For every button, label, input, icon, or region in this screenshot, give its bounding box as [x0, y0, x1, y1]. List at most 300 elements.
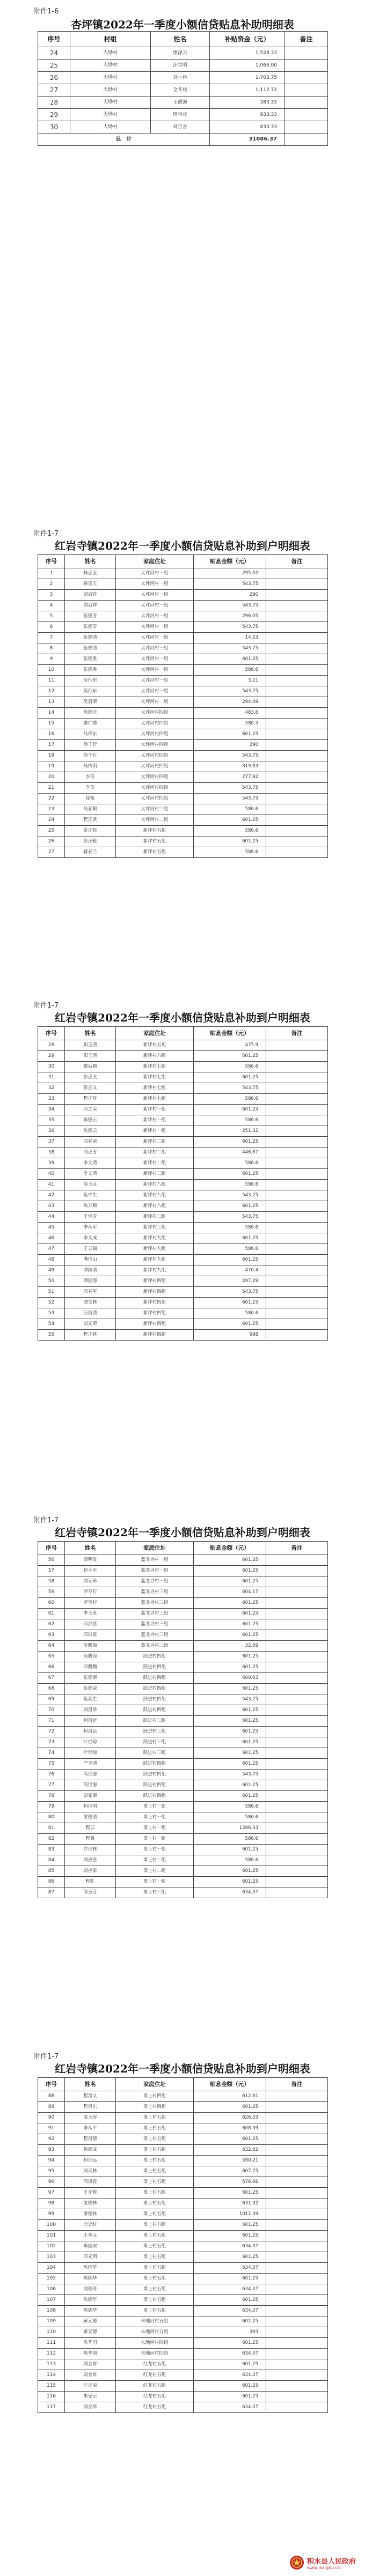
table-row: [38, 2113, 328, 2123]
col2-cell: 陈德庆: [65, 708, 116, 719]
amount-cell: 296.05: [194, 611, 266, 622]
note-cell: [266, 2241, 328, 2252]
seq-cell: 36: [38, 1126, 65, 1137]
amount-cell: 601.25: [194, 1877, 266, 1887]
col2-cell: 王光辉: [65, 2188, 116, 2199]
seq-cell: 50: [38, 1276, 65, 1287]
col3-cell: 刘吉香: [151, 121, 210, 134]
table-row: [38, 751, 328, 761]
amount-cell: 634.37: [194, 2402, 266, 2413]
col2-cell: 大坳村: [70, 72, 151, 84]
seq-cell: 15: [38, 719, 65, 729]
seq-cell: 98: [38, 2199, 65, 2209]
amount-cell: 1286.33: [194, 1823, 266, 1834]
seq-cell: 41: [38, 1180, 65, 1190]
col2-cell: 梁德清: [65, 1812, 116, 1823]
note-cell: [266, 611, 328, 622]
col2-cell: 李芳: [65, 772, 116, 783]
table-row: [38, 783, 328, 794]
col2-cell: 彭正文: [65, 1072, 116, 1083]
amount-cell: 319.83: [194, 761, 266, 772]
col3-cell: 太坪河村一组: [116, 676, 194, 686]
col3-cell: 太坪河村一组: [116, 697, 194, 708]
col3-cell: 事上村三组: [116, 1887, 194, 1898]
subsidy-table: [38, 554, 328, 858]
note-cell: [266, 2209, 328, 2220]
subsidy-table: [38, 2077, 328, 2413]
col3-cell: 太坪河村一组: [116, 579, 194, 590]
seq-cell: 16: [38, 729, 65, 740]
seq-cell: 25: [38, 60, 70, 72]
seq-cell: 95: [38, 2166, 65, 2177]
seq-cell: 13: [38, 697, 65, 708]
col3-cell: 太坪河村二组: [116, 804, 194, 815]
section-hongyansi-page4: [0, 2048, 365, 2424]
col3-cell: 新坪村三组: [116, 1212, 194, 1223]
col2-cell: 马传明: [65, 761, 116, 772]
note-cell: [266, 665, 328, 676]
table-row: [38, 1727, 328, 1737]
amount-cell: 586.6: [194, 1855, 266, 1866]
table-row: [38, 1094, 328, 1105]
seq-cell: 23: [38, 804, 65, 815]
seq-cell: 60: [38, 1598, 65, 1609]
seq-cell: 51: [38, 1287, 65, 1298]
col3-cell: 事上村二组: [116, 1866, 194, 1877]
col2-cell: 陈国华: [65, 2274, 116, 2284]
col3-cell: 跃进村四组: [116, 1759, 194, 1770]
col2-cell: 谭明发: [65, 1555, 116, 1566]
col3-cell: 康泽云: [151, 47, 210, 60]
col2-cell: 刘应富: [65, 1855, 116, 1866]
note-cell: [266, 1662, 328, 1673]
note-cell: [266, 2306, 328, 2316]
table-row: [38, 1201, 328, 1212]
col2-cell: 邓洪富: [65, 1630, 116, 1641]
col2-cell: 陈国华: [65, 2263, 116, 2274]
seq-cell: 37: [38, 1137, 65, 1148]
amount-cell: 634.37: [194, 2284, 266, 2295]
amount-cell: 586.6: [194, 1834, 266, 1845]
table-row: [38, 2091, 328, 2102]
col2-cell: 大坳村: [70, 121, 151, 134]
table-row: [38, 1684, 328, 1694]
header-row: [38, 555, 328, 568]
col3-cell: 太坪河村二组: [116, 815, 194, 826]
seq-cell: 46: [38, 1233, 65, 1244]
amount-cell: 586.6: [194, 1802, 266, 1812]
seq-cell: 33: [38, 1094, 65, 1105]
seq-cell: 80: [38, 1812, 65, 1823]
header-cell: 贴息金额（元）: [194, 1027, 266, 1040]
col2-cell: 程正祥: [65, 1094, 116, 1105]
amount-cell: 601.25: [194, 1727, 266, 1737]
note-cell: [266, 654, 328, 665]
col2-cell: 刘家荣: [65, 1791, 116, 1802]
note-cell: [266, 2316, 328, 2327]
table-row: [38, 2370, 328, 2381]
col2-cell: 满世山: [65, 1255, 116, 1265]
amount-cell: 601.25: [194, 2188, 266, 2199]
note-cell: [266, 1062, 328, 1072]
col2-cell: 程昌东: [65, 2102, 116, 2113]
col3-cell: 事上村五组: [116, 2295, 194, 2306]
header-row: [38, 1542, 328, 1555]
table-title: 红岩寺镇2022年一季度小额信贷贴息补助到户明细表: [55, 2062, 310, 2075]
note-cell: [266, 1298, 328, 1308]
col2-cell: 高世源: [65, 1770, 116, 1780]
col2-cell: 黄元德: [65, 2327, 116, 2338]
note-cell: [266, 2392, 328, 2402]
seq-cell: 117: [38, 2402, 65, 2413]
amount-cell: 586.6: [194, 1244, 266, 1255]
subsidy-table: [38, 1541, 328, 1898]
amount-cell: 634.37: [194, 1887, 266, 1898]
header-cell: 家庭住址: [116, 2078, 194, 2091]
table-row: [38, 1694, 328, 1705]
seq-cell: 38: [38, 1148, 65, 1158]
note-cell: [266, 2284, 328, 2295]
seq-cell: 114: [38, 2370, 65, 2381]
note-cell: [266, 1737, 328, 1748]
col2-cell: 吴行东: [65, 686, 116, 697]
header-cell: 序号: [38, 1542, 65, 1555]
note-cell: [266, 1040, 328, 1051]
header-cell: 姓名: [151, 32, 210, 47]
seq-cell: 66: [38, 1662, 65, 1673]
note-cell: [266, 1780, 328, 1791]
seq-cell: 4: [38, 601, 65, 611]
col3-cell: 太坪河村一组: [116, 633, 194, 643]
note-cell: [266, 1083, 328, 1094]
col3-cell: 太坪河村四组: [116, 772, 194, 783]
seq-cell: 79: [38, 1802, 65, 1812]
table-row: [38, 1255, 328, 1265]
note-cell: [266, 837, 328, 847]
seq-cell: 22: [38, 794, 65, 804]
col3-cell: 新坪村五组: [116, 1040, 194, 1051]
amount-cell: 601.25: [194, 1566, 266, 1576]
col2-cell: 邓春军: [65, 1287, 116, 1298]
subsidy-table: [38, 31, 328, 146]
seq-cell: 29: [38, 1051, 65, 1062]
col2-cell: 王世芳: [65, 1212, 116, 1223]
table-row: [38, 2306, 328, 2316]
note-cell: [266, 1770, 328, 1780]
table-row: [38, 1148, 328, 1158]
col3-cell: 红龙村五组: [116, 2392, 194, 2402]
table-row: [38, 2123, 328, 2134]
total-note: [285, 134, 328, 146]
note-cell: [266, 1630, 328, 1641]
seq-cell: 62: [38, 1619, 65, 1630]
table-row: [38, 1566, 328, 1576]
seq-cell: 106: [38, 2284, 65, 2295]
table-row: [38, 1137, 328, 1148]
note-cell: [266, 1265, 328, 1276]
amount-cell: 14.53: [194, 633, 266, 643]
amount-cell: 601.25: [194, 1652, 266, 1662]
section-hongyansi-page3: [0, 1512, 365, 1898]
note-cell: [266, 1094, 328, 1105]
amount-cell: 601.25: [194, 1072, 266, 1083]
amount-cell: 634.37: [194, 2241, 266, 2252]
col3-cell: 刘小林: [151, 72, 210, 84]
col2-cell: 刘德奇: [65, 2284, 116, 2295]
seq-cell: 76: [38, 1770, 65, 1780]
col2-cell: 阳玉清: [65, 1040, 116, 1051]
amount-cell: 634.37: [194, 2370, 266, 2381]
note-cell: [266, 2349, 328, 2359]
table-row: [38, 2177, 328, 2188]
col3-cell: 蓝龙寺村三组: [116, 1598, 194, 1609]
col3-cell: 新坪村八组: [116, 1180, 194, 1190]
seq-cell: 25: [38, 826, 65, 837]
amount-cell: 601.25: [194, 1684, 266, 1694]
seq-cell: 19: [38, 761, 65, 772]
amount-cell: 601.25: [194, 1255, 266, 1265]
col2-cell: 程扎: [65, 1877, 116, 1887]
col3-cell: 汪堂明: [151, 60, 210, 72]
col3-cell: 太坪河村一组: [116, 665, 194, 676]
note-cell: [266, 1190, 328, 1201]
col3-cell: 蓝龙寺村一组: [116, 1555, 194, 1566]
col2-cell: 程昌文: [65, 2091, 116, 2102]
col3-cell: 新坪村七组: [116, 1094, 194, 1105]
col3-cell: 太坪河村一组: [116, 643, 194, 654]
col3-cell: 事上村五组: [116, 2220, 194, 2231]
header-cell: 备注: [266, 555, 328, 568]
col3-cell: 太坪河村四组: [116, 794, 194, 804]
amount-cell: 634.37: [194, 2263, 266, 2274]
note-cell: [266, 1576, 328, 1587]
note-cell: [266, 1233, 328, 1244]
seq-cell: 85: [38, 1866, 65, 1877]
col2-cell: 刘元珍: [65, 1576, 116, 1587]
amount-cell: 601.25: [194, 1319, 266, 1330]
amount-cell: 601.25: [194, 2316, 266, 2327]
col2-cell: 叶世琼: [65, 1737, 116, 1748]
seq-cell: 83: [38, 1845, 65, 1855]
note-cell: [266, 815, 328, 826]
table-row: [38, 1051, 328, 1062]
table-row: [38, 2134, 328, 2145]
col3-cell: 唐吉祥: [151, 109, 210, 121]
amount-cell: 393: [194, 2327, 266, 2338]
table-row: [38, 1748, 328, 1759]
note-cell: [266, 783, 328, 794]
table-row: [38, 2349, 328, 2359]
table-row: [38, 2263, 328, 2274]
col2-cell: 陈德云: [65, 1126, 116, 1137]
table-row: [38, 2316, 328, 2327]
col3-cell: 新坪村五组: [116, 847, 194, 858]
seq-cell: 93: [38, 2145, 65, 2156]
seq-cell: 49: [38, 1265, 65, 1276]
amount-cell: 601.25: [194, 1759, 266, 1770]
seq-cell: 61: [38, 1609, 65, 1619]
header-row: [38, 1027, 328, 1040]
table-row: [38, 1040, 328, 1051]
note-cell: [266, 1308, 328, 1319]
table-row: [38, 2338, 328, 2349]
col3-cell: 新坪村四组: [116, 1308, 194, 1319]
amount-cell: 251.32: [194, 1126, 266, 1137]
col3-cell: 新坪村三组: [116, 1223, 194, 1233]
col3-cell: 新坪村七组: [116, 1072, 194, 1083]
header-cell: 姓名: [65, 1542, 116, 1555]
seq-cell: 12: [38, 686, 65, 697]
col2-cell: 伍德清: [65, 633, 116, 643]
amount-cell: 3.21: [194, 676, 266, 686]
amount-cell: 604.17: [194, 1587, 266, 1598]
amount-cell: 586.6: [194, 804, 266, 815]
note-cell: [266, 1212, 328, 1223]
appendix-label: 附件1-7: [33, 1002, 59, 1010]
col2-cell: 刘启祥: [65, 590, 116, 601]
col3-cell: 事上村五组: [116, 2156, 194, 2166]
note-cell: [266, 1148, 328, 1158]
note-cell: [285, 97, 328, 109]
table-row: [38, 1212, 328, 1223]
col3-cell: 跃进村三组: [116, 1748, 194, 1759]
note-cell: [266, 1694, 328, 1705]
amount-cell: 1,066.00: [210, 60, 285, 72]
table-row: [38, 815, 328, 826]
amount-cell: 601.25: [194, 1845, 266, 1855]
col2-cell: 叶世琼: [65, 1748, 116, 1759]
header-cell: 备注: [266, 1542, 328, 1555]
col2-cell: 朱家云: [65, 2392, 116, 2402]
col3-cell: 跃进村三组: [116, 1716, 194, 1727]
amount-cell: 586.6: [194, 1158, 266, 1169]
col2-cell: 徐千行: [65, 751, 116, 761]
table-row: [38, 837, 328, 847]
table-row: [38, 1887, 328, 1898]
seq-cell: 100: [38, 2220, 65, 2231]
seq-cell: 59: [38, 1587, 65, 1598]
amount-cell: 601.25: [194, 2252, 266, 2263]
col2-cell: 李文清: [65, 1158, 116, 1169]
table-row: [38, 1823, 328, 1834]
seq-cell: 112: [38, 2349, 65, 2359]
col2-cell: 刘启祥: [65, 601, 116, 611]
amount-cell: 576.66: [194, 2177, 266, 2188]
amount-cell: 601.25: [194, 1555, 266, 1566]
header-cell: 姓名: [65, 2078, 116, 2091]
amount-cell: 634.37: [194, 2306, 266, 2316]
col2-cell: 罗亨行: [65, 1598, 116, 1609]
table-row: [38, 568, 328, 579]
seq-cell: 55: [38, 1330, 65, 1341]
amount-cell: 601.25: [194, 1716, 266, 1727]
amount-cell: 601.25: [194, 1705, 266, 1716]
table-row: [38, 1083, 328, 1094]
note-cell: [266, 1180, 328, 1190]
table-row: [38, 1662, 328, 1673]
col3-cell: 红龙村五组: [116, 2370, 194, 2381]
seq-cell: 113: [38, 2359, 65, 2370]
col2-cell: 伍德荣: [65, 1673, 116, 1684]
amount-cell: 612.61: [194, 2091, 266, 2102]
note-cell: [266, 2123, 328, 2134]
table-row: [38, 60, 328, 72]
col3-cell: 事上村五组: [116, 2209, 194, 2220]
col3-cell: 事上村一组: [116, 1823, 194, 1834]
seq-cell: 48: [38, 1255, 65, 1265]
note-cell: [266, 579, 328, 590]
col3-cell: 新坪村四组: [116, 1276, 194, 1287]
note-cell: [266, 2370, 328, 2381]
col3-cell: 事上村五组: [116, 2199, 194, 2209]
table-row: [38, 1308, 328, 1319]
table-row: [38, 1265, 328, 1276]
col3-cell: 太坪河村一组: [116, 654, 194, 665]
col3-cell: 蓝龙寺村三组: [116, 1630, 194, 1641]
amount-cell: 1011.39: [194, 2209, 266, 2220]
table-row: [38, 611, 328, 622]
seq-cell: 64: [38, 1641, 65, 1652]
table-row: [38, 1276, 328, 1287]
seq-cell: 8: [38, 643, 65, 654]
seq-cell: 57: [38, 1566, 65, 1576]
col3-cell: 蓝龙寺村三组: [116, 1619, 194, 1630]
col2-cell: 柯昌远: [65, 1727, 116, 1737]
note-cell: [266, 568, 328, 579]
table-row: [38, 2402, 328, 2413]
table-row: [38, 1770, 328, 1780]
amount-cell: 601.25: [194, 1576, 266, 1587]
col3-cell: 事上村五组: [116, 2113, 194, 2123]
note-cell: [266, 2188, 328, 2199]
note-cell: [285, 121, 328, 134]
col2-cell: 汪正荣: [65, 2381, 116, 2392]
col2-cell: 李从平: [65, 2123, 116, 2134]
seq-cell: 26: [38, 72, 70, 84]
table-row: [38, 654, 328, 665]
col3-cell: 事上村四组: [116, 2102, 194, 2113]
table-row: [38, 740, 328, 751]
col2-cell: 邓光明: [65, 2252, 116, 2263]
appendix-label: 附件1-7: [33, 1516, 59, 1524]
amount-cell: 586.6: [194, 826, 266, 837]
col2-cell: 程昌德: [65, 2134, 116, 2145]
seq-cell: 78: [38, 1791, 65, 1802]
seq-cell: 5: [38, 611, 65, 622]
amount-cell: 580.5: [194, 719, 266, 729]
col3-cell: 新坪村四组: [116, 1298, 194, 1308]
seq-cell: 24: [38, 815, 65, 826]
note-cell: [266, 2359, 328, 2370]
table-row: [38, 697, 328, 708]
col2-cell: 吴腾海: [65, 1641, 116, 1652]
note-cell: [266, 1705, 328, 1716]
col3-cell: 太坪河村一组: [116, 611, 194, 622]
col2-cell: 梁德林: [65, 2199, 116, 2209]
seq-cell: 28: [38, 97, 70, 109]
table-row: [38, 1555, 328, 1566]
col2-cell: 伍德荣: [65, 1684, 116, 1694]
table-row: [38, 2199, 328, 2209]
seq-cell: 52: [38, 1298, 65, 1308]
amount-cell: 601.25: [194, 1737, 266, 1748]
amount-cell: 601.25: [194, 2134, 266, 2145]
seq-cell: 103: [38, 2252, 65, 2263]
note-cell: [266, 1609, 328, 1619]
col3-cell: 新坪村九组: [116, 1244, 194, 1255]
note-cell: [266, 1834, 328, 1845]
col3-cell: 太坪河村四组: [116, 761, 194, 772]
